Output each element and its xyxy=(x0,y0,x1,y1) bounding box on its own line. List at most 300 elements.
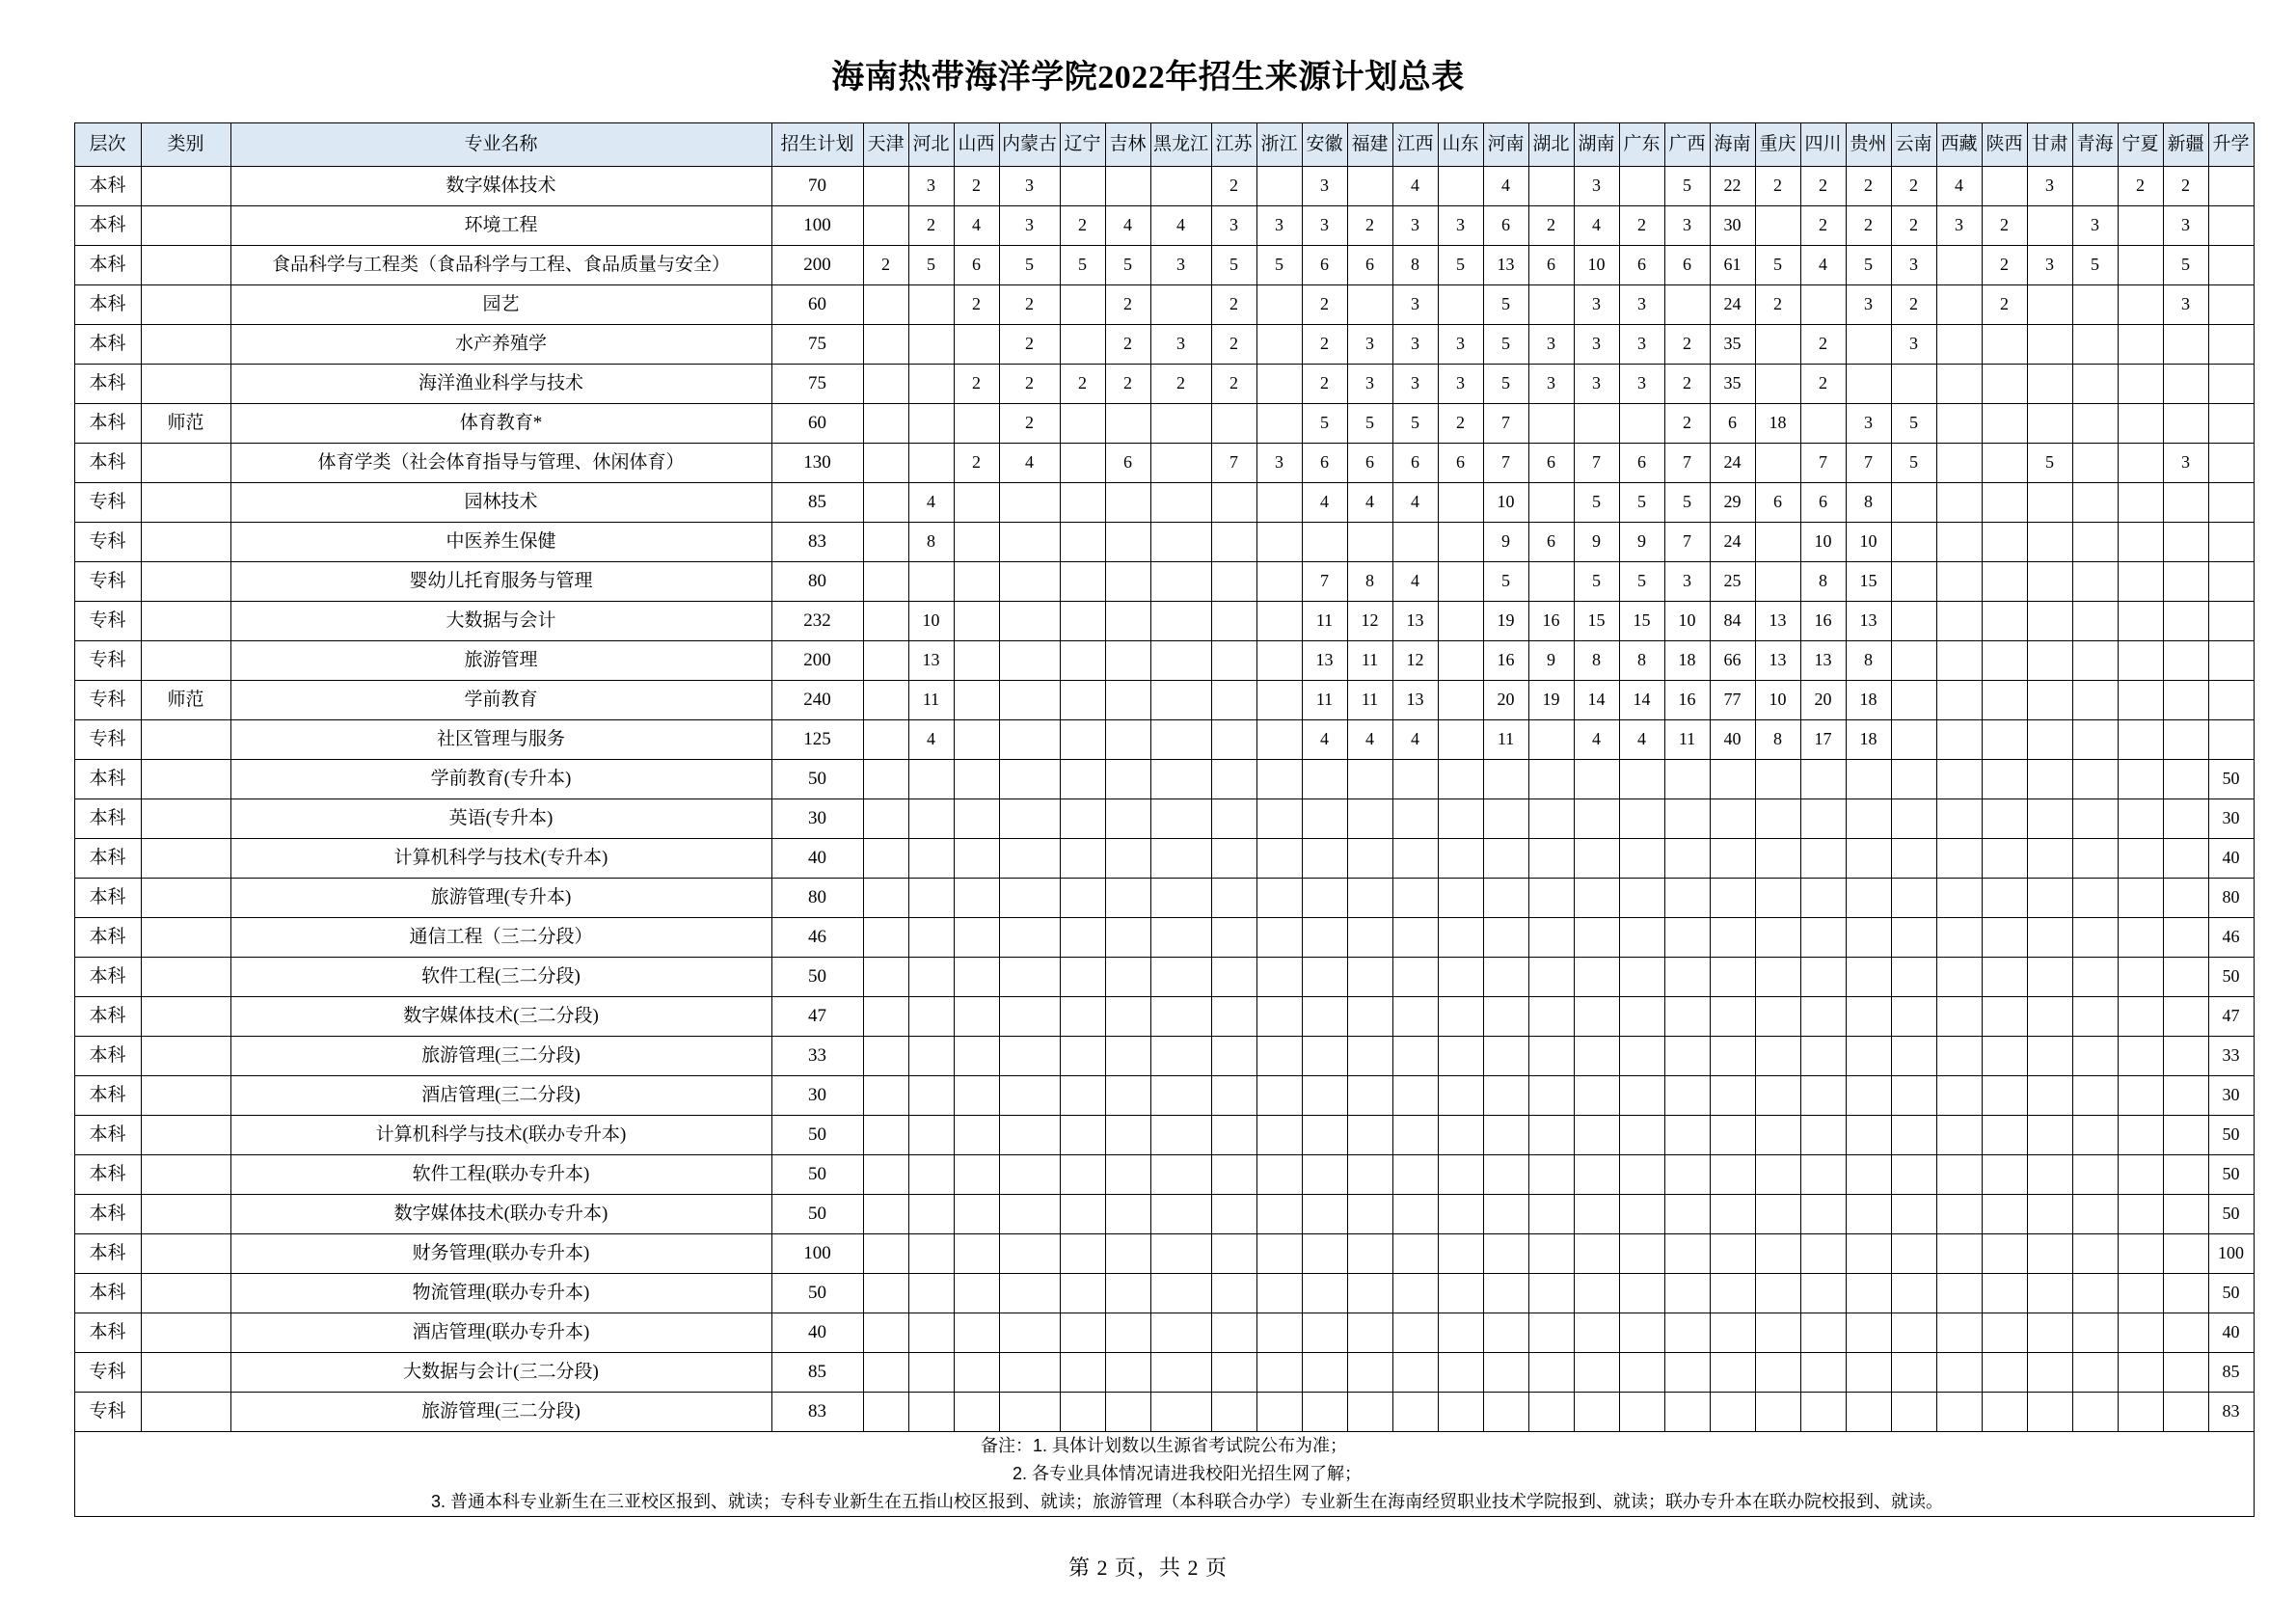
cell-province-value xyxy=(1483,799,1528,839)
cell-province-value xyxy=(2118,879,2163,918)
cell-province-value xyxy=(2072,404,2118,444)
cell-province-value: 7 xyxy=(1800,444,1846,483)
cell-province-value: 5 xyxy=(1483,365,1528,404)
cell-province-value xyxy=(1619,1313,1664,1353)
cell-province-value xyxy=(1619,1353,1664,1393)
cell-province-value xyxy=(1619,404,1664,444)
cell-province-value xyxy=(1619,918,1664,958)
cell-province-value xyxy=(1528,997,1574,1037)
cell-province-value xyxy=(863,1155,908,1195)
cell-quota: 50 xyxy=(771,1116,863,1155)
cell-province-value: 2 xyxy=(2118,167,2163,206)
cell-quota: 200 xyxy=(771,641,863,681)
cell-province-value: 2 xyxy=(1211,285,1256,325)
cell-province-value xyxy=(1060,167,1105,206)
cell-province-value xyxy=(863,523,908,562)
cell-province-value xyxy=(999,641,1060,681)
cell-province-value xyxy=(1302,1037,1347,1076)
cell-province-value xyxy=(1936,958,1982,997)
cell-province-value: 3 xyxy=(1256,206,1302,246)
cell-province-value xyxy=(1211,1234,1256,1274)
cell-province-value xyxy=(1347,1195,1392,1234)
cell-province-value xyxy=(1105,641,1150,681)
cell-province-value xyxy=(2027,285,2072,325)
cell-province-value: 24 xyxy=(1710,285,1755,325)
column-header-quota: 招生计划 xyxy=(771,123,863,167)
cell-province-value: 6 xyxy=(1483,206,1528,246)
cell-category xyxy=(141,206,230,246)
cell-province-value xyxy=(2118,602,2163,641)
cell-province-value: 4 xyxy=(1936,167,1982,206)
cell-category xyxy=(141,879,230,918)
cell-province-value xyxy=(1060,839,1105,879)
cell-province-value xyxy=(2208,483,2254,523)
cell-province-value: 3 xyxy=(1528,365,1574,404)
cell-quota: 85 xyxy=(771,1353,863,1393)
cell-province-value: 2 xyxy=(1800,206,1846,246)
cell-province-value xyxy=(1302,799,1347,839)
table-row xyxy=(74,1274,2254,1313)
cell-province-value xyxy=(2027,404,2072,444)
cell-province-value xyxy=(2072,365,2118,404)
cell-province-value: 83 xyxy=(2208,1393,2254,1432)
cell-province-value xyxy=(1438,167,1483,206)
cell-province-value: 8 xyxy=(1846,641,1891,681)
cell-province-value xyxy=(2163,1393,2208,1432)
cell-province-value xyxy=(1528,1313,1574,1353)
cell-province-value xyxy=(1710,1076,1755,1116)
cell-province-value xyxy=(999,523,1060,562)
table-row xyxy=(74,1234,2254,1274)
cell-province-value xyxy=(1710,1195,1755,1234)
cell-province-value xyxy=(1982,167,2027,206)
cell-province-value: 9 xyxy=(1483,523,1528,562)
cell-quota: 46 xyxy=(771,918,863,958)
cell-province-value xyxy=(1574,1393,1619,1432)
cell-province-value: 2 xyxy=(2163,167,2208,206)
cell-province-value: 10 xyxy=(1483,483,1528,523)
cell-province-value xyxy=(2163,681,2208,720)
cell-province-value xyxy=(1392,1313,1438,1353)
table-row xyxy=(74,799,2254,839)
cell-province-value xyxy=(1392,1037,1438,1076)
cell-province-value xyxy=(1211,720,1256,760)
cell-province-value xyxy=(1438,562,1483,602)
cell-province-value xyxy=(1664,1274,1710,1313)
cell-level: 专科 xyxy=(74,483,141,523)
cell-province-value: 2 xyxy=(1302,365,1347,404)
cell-province-value xyxy=(2163,523,2208,562)
cell-province-value xyxy=(1982,1274,2027,1313)
table-header xyxy=(74,123,2254,167)
cell-province-value xyxy=(1936,325,1982,365)
cell-province-value: 5 xyxy=(1664,483,1710,523)
cell-province-value xyxy=(908,1393,954,1432)
cell-major: 酒店管理(联办专升本) xyxy=(230,1313,771,1353)
table-row xyxy=(74,1393,2254,1432)
cell-province-value xyxy=(1392,1393,1438,1432)
cell-province-value xyxy=(1302,1313,1347,1353)
cell-province-value xyxy=(999,602,1060,641)
cell-province-value xyxy=(2118,958,2163,997)
cell-province-value xyxy=(1710,1274,1755,1313)
cell-province-value xyxy=(1619,1274,1664,1313)
cell-province-value xyxy=(1105,1274,1150,1313)
table-row xyxy=(74,1195,2254,1234)
cell-province-value: 4 xyxy=(1574,206,1619,246)
cell-province-value xyxy=(1755,1353,1800,1393)
cell-category xyxy=(141,1234,230,1274)
cell-province-value: 5 xyxy=(1891,404,1936,444)
cell-province-value xyxy=(954,760,999,799)
cell-province-value xyxy=(1392,799,1438,839)
cell-province-value xyxy=(1392,918,1438,958)
cell-province-value xyxy=(999,1155,1060,1195)
cell-province-value xyxy=(1483,1037,1528,1076)
cell-province-value xyxy=(2072,720,2118,760)
cell-province-value xyxy=(1982,1353,2027,1393)
cell-category xyxy=(141,1076,230,1116)
cell-province-value: 5 xyxy=(1060,246,1105,285)
cell-province-value xyxy=(954,1037,999,1076)
cell-province-value: 6 xyxy=(1347,444,1392,483)
cell-province-value: 6 xyxy=(1105,444,1150,483)
cell-province-value xyxy=(999,958,1060,997)
cell-province-value xyxy=(2118,1274,2163,1313)
cell-major: 软件工程(联办专升本) xyxy=(230,1155,771,1195)
table-row xyxy=(74,325,2254,365)
cell-province-value xyxy=(1982,720,2027,760)
table-row xyxy=(74,1076,2254,1116)
cell-province-value: 3 xyxy=(999,206,1060,246)
cell-province-value: 2 xyxy=(1150,365,1211,404)
cell-province-value xyxy=(1982,602,2027,641)
cell-province-value xyxy=(1256,1313,1302,1353)
cell-province-value xyxy=(1619,167,1664,206)
cell-province-value xyxy=(1150,997,1211,1037)
cell-province-value: 3 xyxy=(1936,206,1982,246)
table-row xyxy=(74,1353,2254,1393)
cell-level: 本科 xyxy=(74,799,141,839)
cell-province-value xyxy=(1211,1353,1256,1393)
cell-province-value: 5 xyxy=(1619,562,1664,602)
cell-province-value xyxy=(1438,760,1483,799)
cell-province-value xyxy=(954,879,999,918)
cell-province-value xyxy=(1800,1155,1846,1195)
cell-level: 本科 xyxy=(74,760,141,799)
cell-province-value xyxy=(863,325,908,365)
cell-province-value: 10 xyxy=(1755,681,1800,720)
cell-province-value xyxy=(1755,562,1800,602)
cell-category xyxy=(141,1274,230,1313)
cell-province-value xyxy=(999,1195,1060,1234)
cell-province-value xyxy=(1710,839,1755,879)
table-row xyxy=(74,879,2254,918)
cell-province-value xyxy=(1347,1155,1392,1195)
cell-province-value xyxy=(1302,879,1347,918)
column-header-province: 重庆 xyxy=(1755,123,1800,167)
cell-province-value xyxy=(1664,997,1710,1037)
table-row xyxy=(74,681,2254,720)
cell-province-value: 5 xyxy=(1755,246,1800,285)
cell-province-value xyxy=(1256,720,1302,760)
cell-province-value xyxy=(1438,997,1483,1037)
cell-province-value xyxy=(2072,1234,2118,1274)
cell-province-value: 16 xyxy=(1800,602,1846,641)
cell-province-value xyxy=(1256,562,1302,602)
cell-province-value xyxy=(1150,1313,1211,1353)
cell-province-value xyxy=(2118,918,2163,958)
cell-province-value: 3 xyxy=(1574,325,1619,365)
cell-province-value: 5 xyxy=(1302,404,1347,444)
cell-province-value xyxy=(1800,1037,1846,1076)
table-row xyxy=(74,1155,2254,1195)
cell-province-value xyxy=(1060,325,1105,365)
cell-province-value xyxy=(1438,958,1483,997)
cell-province-value xyxy=(1936,1274,1982,1313)
cell-province-value xyxy=(1800,1076,1846,1116)
table-row xyxy=(74,562,2254,602)
cell-province-value xyxy=(1664,958,1710,997)
cell-province-value xyxy=(1060,641,1105,681)
cell-province-value: 6 xyxy=(1302,246,1347,285)
cell-province-value xyxy=(1528,285,1574,325)
table-row xyxy=(74,1313,2254,1353)
cell-province-value: 3 xyxy=(1574,365,1619,404)
cell-level: 本科 xyxy=(74,839,141,879)
cell-province-value: 2 xyxy=(1846,167,1891,206)
cell-province-value: 13 xyxy=(1392,602,1438,641)
cell-province-value xyxy=(908,799,954,839)
cell-province-value xyxy=(1211,1274,1256,1313)
cell-province-value xyxy=(1936,1195,1982,1234)
cell-province-value: 6 xyxy=(1392,444,1438,483)
cell-province-value: 3 xyxy=(1150,325,1211,365)
cell-province-value xyxy=(1438,720,1483,760)
cell-province-value xyxy=(1982,523,2027,562)
cell-province-value: 4 xyxy=(908,483,954,523)
cell-category xyxy=(141,167,230,206)
cell-quota: 50 xyxy=(771,1274,863,1313)
cell-province-value xyxy=(2163,1195,2208,1234)
cell-province-value xyxy=(1891,1393,1936,1432)
cell-province-value xyxy=(1846,1393,1891,1432)
cell-quota: 50 xyxy=(771,1195,863,1234)
cell-province-value xyxy=(908,1313,954,1353)
cell-province-value xyxy=(908,1155,954,1195)
cell-province-value: 2 xyxy=(999,325,1060,365)
cell-province-value xyxy=(954,641,999,681)
cell-province-value xyxy=(1528,1116,1574,1155)
cell-category: 师范 xyxy=(141,404,230,444)
cell-province-value: 2 xyxy=(1528,206,1574,246)
cell-province-value: 3 xyxy=(1846,404,1891,444)
cell-province-value xyxy=(1755,206,1800,246)
cell-province-value xyxy=(2163,1313,2208,1353)
cell-province-value xyxy=(2072,325,2118,365)
cell-province-value xyxy=(2118,404,2163,444)
cell-province-value xyxy=(1846,1274,1891,1313)
cell-province-value xyxy=(1438,879,1483,918)
cell-province-value xyxy=(1574,1037,1619,1076)
cell-level: 专科 xyxy=(74,1393,141,1432)
table-row xyxy=(74,641,2254,681)
cell-province-value xyxy=(2208,681,2254,720)
cell-province-value xyxy=(1528,1234,1574,1274)
cell-level: 本科 xyxy=(74,1116,141,1155)
cell-province-value xyxy=(1891,523,1936,562)
cell-province-value: 22 xyxy=(1710,167,1755,206)
cell-province-value: 40 xyxy=(2208,839,2254,879)
cell-province-value: 6 xyxy=(1619,246,1664,285)
cell-level: 本科 xyxy=(74,1234,141,1274)
cell-province-value xyxy=(999,1393,1060,1432)
cell-province-value xyxy=(2027,1037,2072,1076)
cell-province-value xyxy=(1150,602,1211,641)
cell-province-value: 8 xyxy=(1347,562,1392,602)
cell-province-value xyxy=(1936,799,1982,839)
cell-province-value xyxy=(1060,404,1105,444)
cell-province-value xyxy=(1150,641,1211,681)
cell-province-value xyxy=(2118,1116,2163,1155)
cell-province-value xyxy=(2163,1076,2208,1116)
cell-category xyxy=(141,760,230,799)
cell-province-value xyxy=(1211,602,1256,641)
cell-province-value: 3 xyxy=(1302,167,1347,206)
column-header-province: 甘肃 xyxy=(2027,123,2072,167)
cell-province-value xyxy=(1347,1274,1392,1313)
cell-province-value xyxy=(1755,1313,1800,1353)
cell-province-value xyxy=(2027,483,2072,523)
cell-province-value xyxy=(1150,444,1211,483)
cell-province-value xyxy=(1060,720,1105,760)
cell-category xyxy=(141,641,230,681)
cell-province-value: 5 xyxy=(1619,483,1664,523)
cell-province-value xyxy=(2163,997,2208,1037)
cell-province-value xyxy=(2027,1353,2072,1393)
cell-province-value xyxy=(1256,1353,1302,1393)
cell-province-value xyxy=(1256,1037,1302,1076)
cell-province-value: 3 xyxy=(2072,206,2118,246)
cell-province-value: 7 xyxy=(1574,444,1619,483)
cell-province-value: 2 xyxy=(1755,285,1800,325)
cell-province-value: 4 xyxy=(999,444,1060,483)
column-header-province: 福建 xyxy=(1347,123,1392,167)
cell-province-value xyxy=(1800,839,1846,879)
notes-label: 备注： xyxy=(980,1436,1033,1455)
cell-province-value xyxy=(1982,918,2027,958)
cell-province-value: 15 xyxy=(1619,602,1664,641)
cell-province-value xyxy=(908,365,954,404)
cell-major: 体育学类（社会体育指导与管理、休闲体育） xyxy=(230,444,771,483)
cell-province-value: 3 xyxy=(1256,444,1302,483)
cell-province-value: 5 xyxy=(1664,167,1710,206)
column-header-province: 安徽 xyxy=(1302,123,1347,167)
cell-province-value xyxy=(1060,958,1105,997)
cell-province-value xyxy=(1891,365,1936,404)
cell-major: 旅游管理(专升本) xyxy=(230,879,771,918)
column-header-province: 江西 xyxy=(1392,123,1438,167)
cell-province-value xyxy=(1755,444,1800,483)
cell-province-value xyxy=(1211,404,1256,444)
cell-province-value xyxy=(1438,1155,1483,1195)
cell-province-value: 18 xyxy=(1846,720,1891,760)
cell-province-value xyxy=(1302,918,1347,958)
cell-province-value: 10 xyxy=(908,602,954,641)
cell-quota: 83 xyxy=(771,1393,863,1432)
cell-province-value xyxy=(1347,1037,1392,1076)
cell-province-value xyxy=(1256,1393,1302,1432)
cell-province-value: 5 xyxy=(1105,246,1150,285)
cell-province-value xyxy=(1574,760,1619,799)
cell-province-value xyxy=(1800,918,1846,958)
cell-province-value xyxy=(1710,760,1755,799)
cell-province-value xyxy=(1982,681,2027,720)
cell-province-value xyxy=(1619,958,1664,997)
cell-province-value xyxy=(1392,997,1438,1037)
cell-major: 婴幼儿托育服务与管理 xyxy=(230,562,771,602)
cell-province-value: 85 xyxy=(2208,1353,2254,1393)
cell-major: 计算机科学与技术(联办专升本) xyxy=(230,1116,771,1155)
cell-province-value: 3 xyxy=(1619,365,1664,404)
cell-province-value: 5 xyxy=(1891,444,1936,483)
table-row xyxy=(74,206,2254,246)
cell-province-value: 3 xyxy=(1846,285,1891,325)
plan-table-wrapper xyxy=(74,122,2250,1517)
cell-province-value: 30 xyxy=(2208,799,2254,839)
cell-province-value xyxy=(1755,1155,1800,1195)
cell-province-value xyxy=(1150,760,1211,799)
cell-quota: 75 xyxy=(771,365,863,404)
cell-province-value xyxy=(1936,1353,1982,1393)
cell-major: 数字媒体技术(三二分段) xyxy=(230,997,771,1037)
cell-province-value xyxy=(2072,1313,2118,1353)
cell-province-value: 8 xyxy=(1574,641,1619,681)
cell-province-value xyxy=(1755,918,1800,958)
cell-category xyxy=(141,799,230,839)
cell-level: 本科 xyxy=(74,365,141,404)
cell-province-value: 2 xyxy=(1755,167,1800,206)
cell-province-value xyxy=(999,879,1060,918)
cell-province-value xyxy=(1150,1393,1211,1432)
column-header-province: 河南 xyxy=(1483,123,1528,167)
cell-province-value: 11 xyxy=(1483,720,1528,760)
cell-province-value xyxy=(2072,562,2118,602)
cell-category xyxy=(141,365,230,404)
cell-province-value: 5 xyxy=(2163,246,2208,285)
cell-province-value xyxy=(1891,483,1936,523)
cell-province-value xyxy=(2027,365,2072,404)
column-header-province: 广西 xyxy=(1664,123,1710,167)
cell-province-value xyxy=(1105,523,1150,562)
cell-province-value xyxy=(954,839,999,879)
cell-province-value xyxy=(2027,720,2072,760)
cell-province-value xyxy=(999,1274,1060,1313)
cell-province-value xyxy=(1619,799,1664,839)
cell-province-value xyxy=(1574,1313,1619,1353)
cell-province-value xyxy=(2118,641,2163,681)
cell-province-value xyxy=(1483,918,1528,958)
cell-province-value xyxy=(999,1076,1060,1116)
cell-province-value xyxy=(999,562,1060,602)
cell-province-value xyxy=(2163,879,2208,918)
cell-province-value xyxy=(1936,681,1982,720)
table-row xyxy=(74,523,2254,562)
cell-province-value xyxy=(1800,760,1846,799)
cell-province-value xyxy=(1936,760,1982,799)
cell-province-value xyxy=(1800,1353,1846,1393)
cell-major: 学前教育(专升本) xyxy=(230,760,771,799)
